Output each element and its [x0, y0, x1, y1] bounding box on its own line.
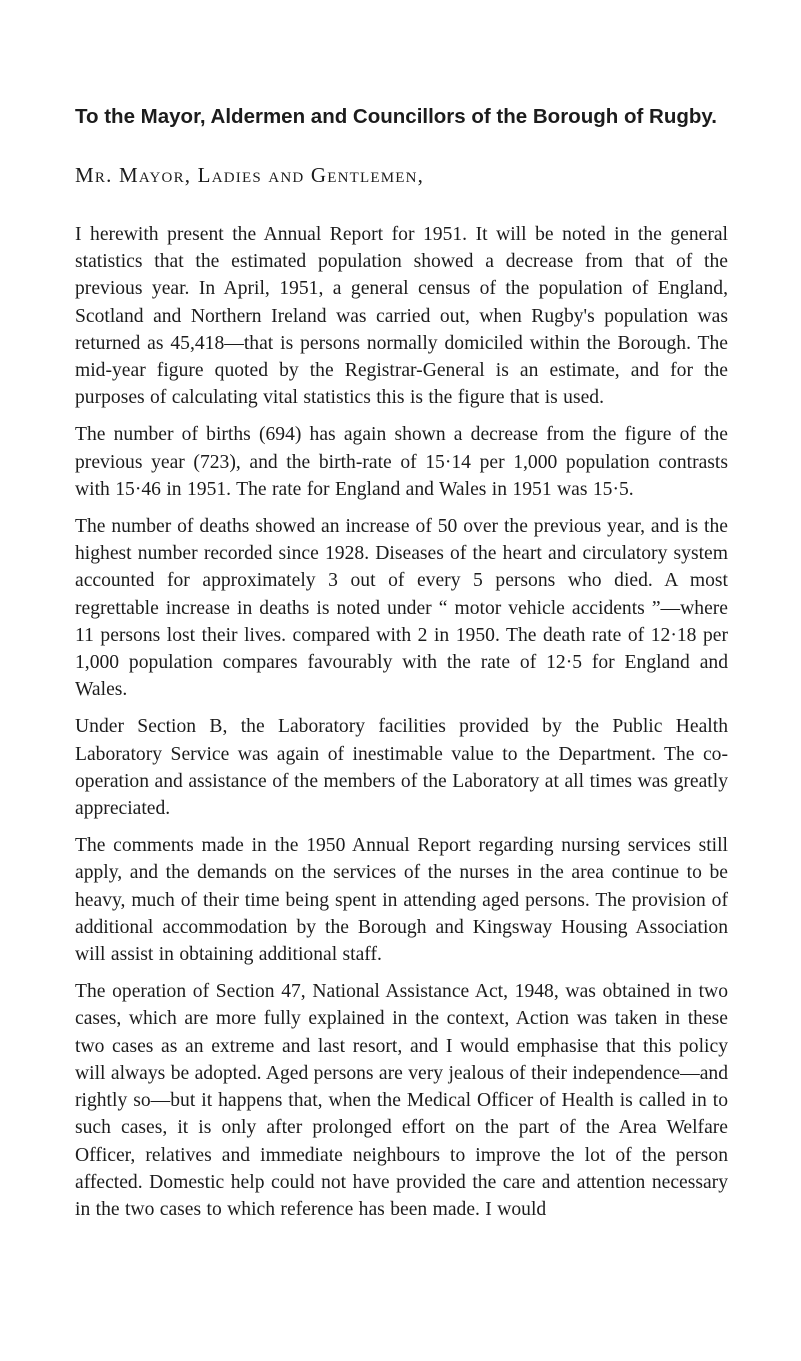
paragraph-national-assistance: The operation of Section 47, National Assistance Act, 1948, was obtained in two cases, which are more fully explained in the context, Action was taken in these two cases as an extreme and last resort, and I would emphasise that this policy will always be adopted. Aged persons are very jealous of their independence—and rightly so—but it happens that, when the Medical Officer of Health is called in to such cases, it is only after prolonged effort on the part of the Area Welfare Officer, relatives and immediate neighbours to improve the lot of the person affected. Domestic help could not have provided the care and attention necessary in the two cases to which reference has been made. I would — [75, 981, 728, 1220]
letter-body — [75, 221, 728, 1233]
salutation: Mr. Mayor, Ladies and Gentlemen, — [75, 163, 425, 187]
letter-heading: To the Mayor, Aldermen and Councillors of the Borough of Rugby. — [75, 105, 717, 128]
paragraph-intro: I herewith present the Annual Report for 1951. It will be noted in the general statistics that the estimated population showed a decrease from that of the previous year. In April, 1951, a general census of the population of England, Scotland and Northern Ireland was carried out, when Rugby's population was returned as 45,418—that is persons normally domiciled within the Borough. The mid-year figure quoted by the Registrar-General is an estimate, and for the purposes of calculating vital statistics this is the figure that is used. — [75, 224, 728, 409]
paragraph-births: The number of births (694) has again shown a decrease from the figure of the previous year (723), and the birth-rate of 15·14 per 1,000 population contrasts with 15·46 in 1951. The rate for England and Wales in 1951 was 15·5. — [75, 424, 728, 500]
paragraph-nursing: The comments made in the 1950 Annual Report regarding nursing services still apply, and the demands on the services of the nurses in the area continue to be heavy, much of their time being spent in attending aged persons. The provision of additional accommodation by the Borough and Kingsway Housing Association will assist in obtaining additional staff. — [75, 835, 728, 966]
paragraph-laboratory: Under Section B, the Laboratory facilities provided by the Public Health Laboratory Service was again of inestimable value to the Department. The co-operation and assistance of the members of the Laboratory at all times was greatly appreciated. — [75, 716, 728, 820]
paragraph-deaths: The number of deaths showed an increase of 50 over the previous year, and is the highest number recorded since 1928. Diseases of the heart and circulatory system accounted for approximately 3 out of every 5 persons who died. A most regrettable increase in deaths is noted under “ motor vehicle accidents ”—where 11 persons lost their lives. compared with 2 in 1950. The death rate of 12·18 per 1,000 population compares favourably with the rate of 12·5 for England and Wales. — [75, 516, 728, 701]
